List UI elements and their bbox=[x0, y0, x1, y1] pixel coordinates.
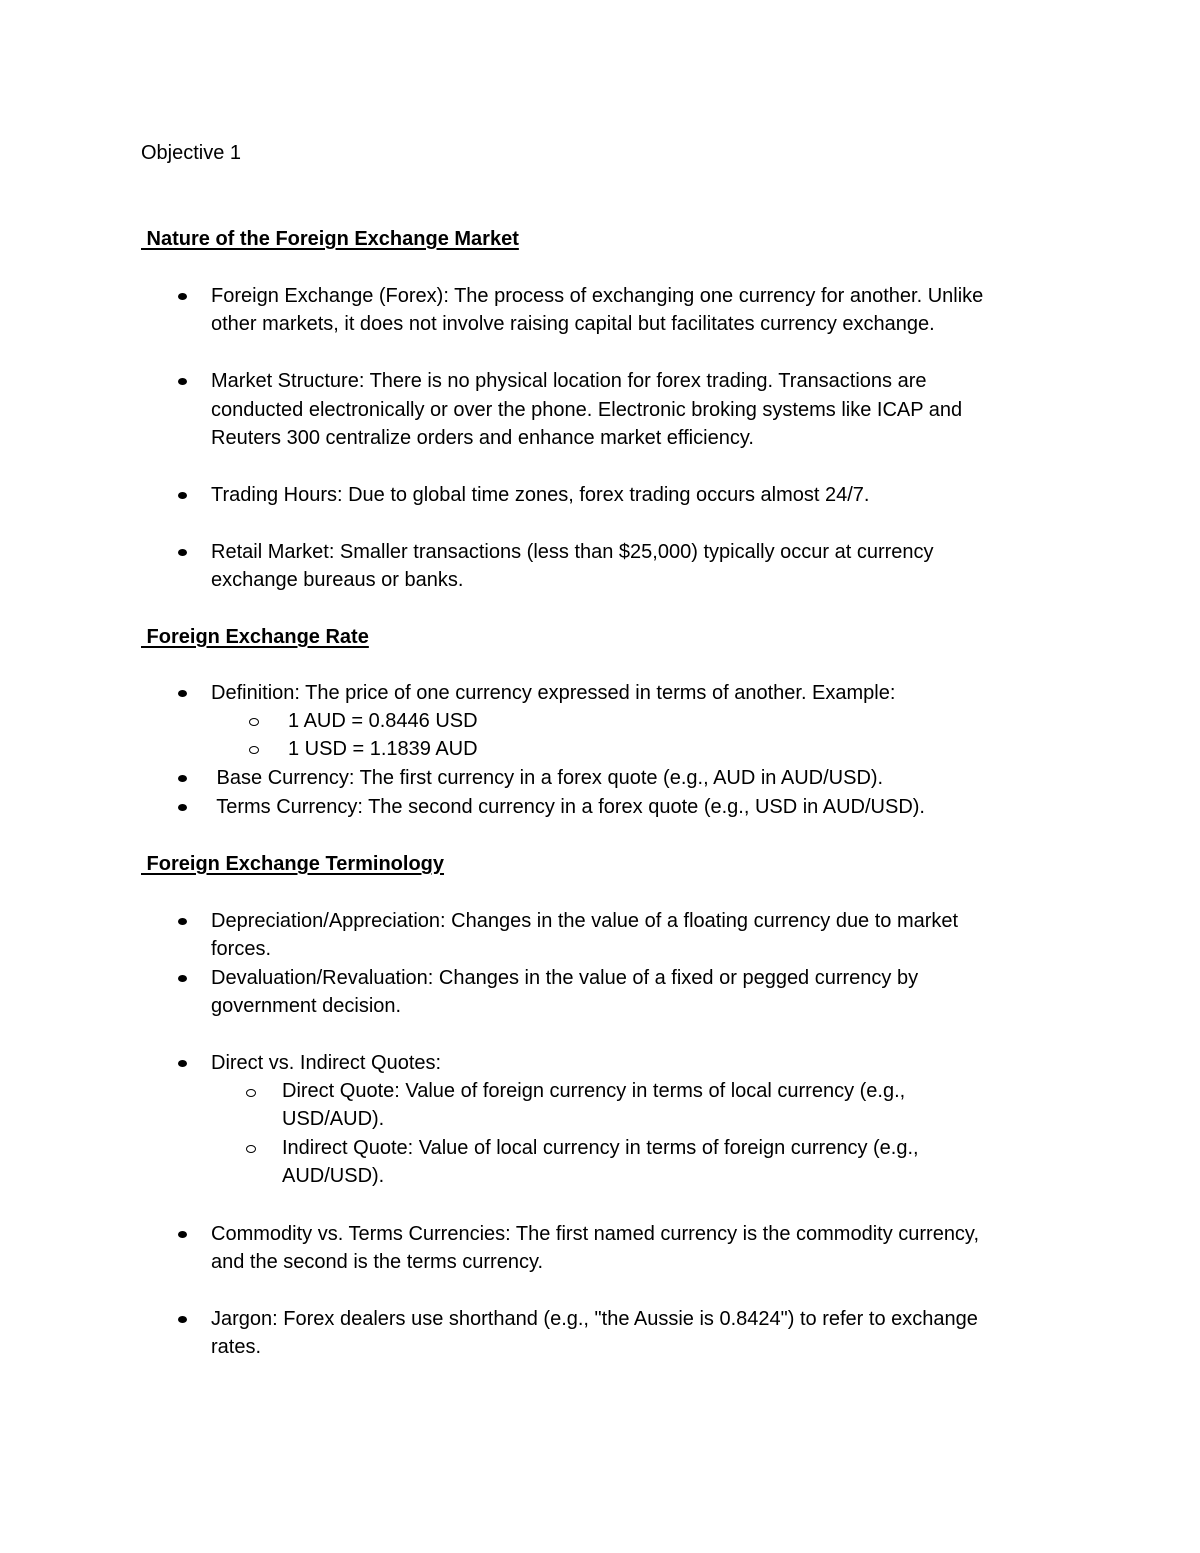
bullet-circle-icon bbox=[246, 1089, 256, 1097]
bullet-circle-icon bbox=[246, 1145, 256, 1153]
list-item-line: rates. bbox=[211, 1336, 262, 1358]
bullet-disc-icon bbox=[178, 1316, 187, 1323]
list-item-line: Foreign Exchange (Forex): The process of exchanging one currency for another. Unlike bbox=[211, 285, 984, 307]
sub-list-item-line: 1 USD = 1.1839 AUD bbox=[288, 738, 478, 760]
section-heading-rate: Foreign Exchange Rate bbox=[141, 626, 369, 648]
list-item-line: Direct vs. Indirect Quotes: bbox=[211, 1052, 442, 1074]
list-item-line: Devaluation/Revaluation: Changes in the value of a fixed or pegged currency by bbox=[211, 967, 919, 989]
list-item-line: Terms Currency: The second currency in a forex quote (e.g., USD in AUD/USD). bbox=[211, 796, 925, 818]
list-item-line: Reuters 300 centralize orders and enhance market efficiency. bbox=[211, 427, 754, 449]
bullet-disc-icon bbox=[178, 775, 187, 782]
list-item-line: and the second is the terms currency. bbox=[211, 1251, 544, 1273]
list-item-line: forces. bbox=[211, 938, 272, 960]
list-item-line: Definition: The price of one currency expressed in terms of another. Example: bbox=[211, 682, 896, 704]
list-item-line: Trading Hours: Due to global time zones, forex trading occurs almost 24/7. bbox=[211, 484, 870, 506]
bullet-disc-icon bbox=[178, 804, 187, 811]
list-item-line: government decision. bbox=[211, 995, 402, 1017]
list-item-line: Market Structure: There is no physical location for forex trading. Transactions are bbox=[211, 370, 927, 392]
list-item-line: Base Currency: The first currency in a forex quote (e.g., AUD in AUD/USD). bbox=[211, 767, 884, 789]
sub-list-item-line: Indirect Quote: Value of local currency in terms of foreign currency (e.g., bbox=[282, 1137, 919, 1159]
sub-list-item-line: USD/AUD). bbox=[282, 1108, 385, 1130]
bullet-disc-icon bbox=[178, 492, 187, 499]
sub-list-item-line: 1 AUD = 0.8446 USD bbox=[288, 710, 478, 732]
list-item-line: exchange bureaus or banks. bbox=[211, 569, 464, 591]
bullet-disc-icon bbox=[178, 1060, 187, 1067]
bullet-circle-icon bbox=[249, 746, 259, 754]
list-item-line: Retail Market: Smaller transactions (less than $25,000) typically occur at currency bbox=[211, 541, 934, 563]
list-item-line: Jargon: Forex dealers use shorthand (e.g., "the Aussie is 0.8424") to refer to exchange bbox=[211, 1308, 978, 1330]
list-item-line: other markets, it does not involve raising capital but facilitates currency exchange. bbox=[211, 313, 935, 335]
list-item-line: Depreciation/Appreciation: Changes in the value of a floating currency due to market bbox=[211, 910, 959, 932]
sub-list-item-line: AUD/USD). bbox=[282, 1165, 385, 1187]
sub-list-item-line: Direct Quote: Value of foreign currency in terms of local currency (e.g., bbox=[282, 1080, 906, 1102]
section-heading-terminology: Foreign Exchange Terminology bbox=[141, 853, 445, 875]
objective-label: Objective 1 bbox=[141, 142, 242, 164]
bullet-disc-icon bbox=[178, 918, 187, 925]
bullet-disc-icon bbox=[178, 1231, 187, 1238]
bullet-disc-icon bbox=[178, 378, 187, 385]
bullet-disc-icon bbox=[178, 975, 187, 982]
list-item-line: conducted electronically or over the phone. Electronic broking systems like ICAP and bbox=[211, 399, 963, 421]
section-heading-nature: Nature of the Foreign Exchange Market bbox=[141, 228, 519, 250]
bullet-circle-icon bbox=[249, 718, 259, 726]
bullet-disc-icon bbox=[178, 549, 187, 556]
bullet-disc-icon bbox=[178, 293, 187, 300]
list-item-line: Commodity vs. Terms Currencies: The first named currency is the commodity currency, bbox=[211, 1223, 980, 1245]
bullet-disc-icon bbox=[178, 690, 187, 697]
